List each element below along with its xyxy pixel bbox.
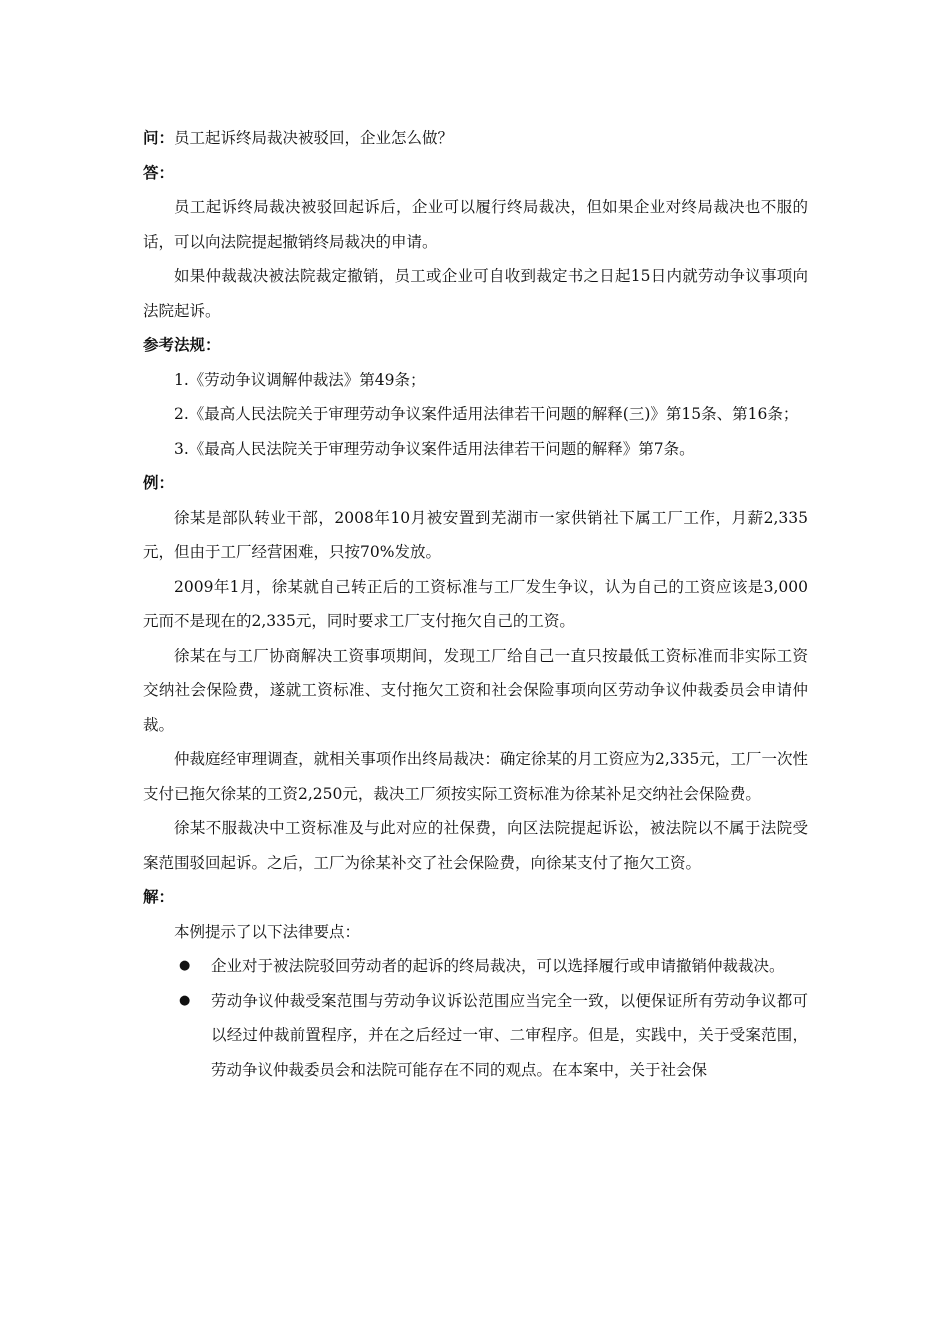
document-body xyxy=(143,121,808,1087)
example-paragraph: 徐某不服裁决中工资标准及与此对应的社保费，向区法院提起诉讼，被法院以不属于法院受案范围驳回起诉。之后，工厂为徐某补交了社会保险费，向徐某支付了拖欠工资。 xyxy=(143,819,808,872)
reference-item: 3.《最高人民法院关于审理劳动争议案件适用法律若干问题的解释》第7条。 xyxy=(174,439,695,458)
answer-paragraph: 如果仲裁裁决被法院裁定撤销，员工或企业可自收到裁定书之日起15日内就劳动争议事项向法院起诉。 xyxy=(143,267,808,320)
answer-paragraph: 员工起诉终局裁决被驳回起诉后，企业可以履行终局裁决，但如果企业对终局裁决也不服的话，可以向法院提起撤销终局裁决的申请。 xyxy=(143,198,808,251)
analysis-intro: 本例提示了以下法律要点： xyxy=(174,922,361,941)
analysis-point xyxy=(143,949,808,984)
references-label: 参考法规： xyxy=(143,335,221,354)
example-paragraph: 徐某是部队转业干部，2008年10月被安置到芜湖市一家供销社下属工厂工作，月薪2,335元，但由于工厂经营困难，只按70%发放。 xyxy=(143,508,808,561)
analysis-point xyxy=(143,984,808,1088)
analysis-label: 解： xyxy=(143,887,175,906)
example-paragraph: 徐某在与工厂协商解决工资事项期间，发现工厂给自己一直只按最低工资标准而非实际工资交纳社会保险费，遂就工资标准、支付拖欠工资和社会保险事项向区劳动争议仲裁委员会申请仲裁。 xyxy=(143,646,808,734)
example-label: 例： xyxy=(143,473,175,492)
example-paragraph: 2009年1月，徐某就自己转正后的工资标准与工厂发生争议，认为自己的工资应该是3,000元而不是现在的2,335元，同时要求工厂支付拖欠自己的工资。 xyxy=(143,577,808,630)
bullet-icon: ● xyxy=(179,992,191,1008)
analysis-point-text: 劳动争议仲裁受案范围与劳动争议诉讼范围应当完全一致，以便保证所有劳动争议都可以经过仲裁前置程序，并在之后经过一审、二审程序。但是，实践中，关于受案范围，劳动争议仲裁委员会和法院可能存在不同的观点。在本案中，关于社会保 xyxy=(211,991,808,1079)
answer-label: 答： xyxy=(143,162,175,182)
bullet-icon: ● xyxy=(179,958,191,973)
reference-item: 2.《最高人民法院关于审理劳动争议案件适用法律若干问题的解释(三)》第15条、第16条； xyxy=(174,405,799,423)
question-label: 问： xyxy=(143,128,175,147)
question-text: 员工起诉终局裁决被驳回，企业怎么做？ xyxy=(174,129,454,147)
analysis-point-text: 企业对于被法院驳回劳动者的起诉的终局裁决，可以选择履行或申请撤销仲裁裁决。 xyxy=(211,957,785,975)
example-paragraph: 仲裁庭经审理调查，就相关事项作出终局裁决：确定徐某的月工资应为2,335元，工厂一次性支付已拖欠徐某的工资2,250元，裁决工厂须按实际工资标准为徐某补足交纳社会保险费。 xyxy=(143,750,808,803)
question-heading xyxy=(143,121,808,156)
reference-item: 1.《劳动争议调解仲裁法》第49条； xyxy=(174,370,426,389)
